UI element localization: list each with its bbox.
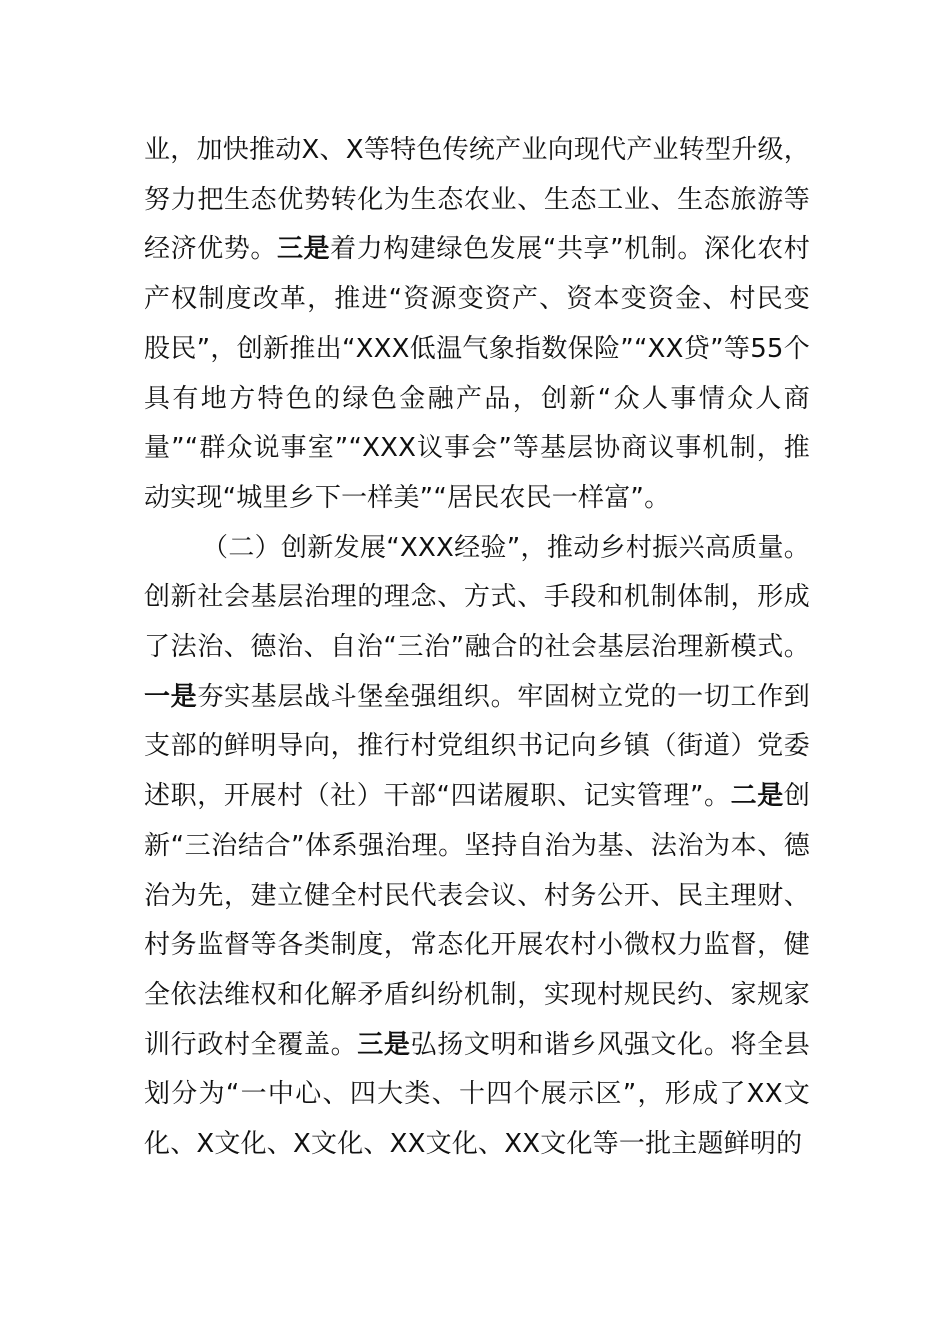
bold-lead-phrase: 三是	[276, 234, 331, 265]
body-text	[144, 126, 810, 1170]
text-run: 创新“三治结合”体系强治理。坚持自治为基、法治为本、德治为先，建立健全村民代表会议、村务公开、民主理财、村务监督等各类制度，常态化开展农村小微权力监督，健全依法维权和化解矛盾纠纷机制，实现村规民约、家规家训行政村全覆盖。	[144, 781, 811, 1060]
bold-lead-phrase: 一是	[144, 681, 198, 712]
section-heading-run: （二）创新发展“XXX经验”，推动乡村振兴高质量。创新社会基层治理的理念、方式、手段和机制体制，形成了法治、德治、自治“三治”融合的社会基层治理新模式。	[144, 532, 810, 663]
bold-lead-phrase: 三是	[357, 1029, 411, 1060]
text-run: 夯实基层战斗堡垒强组织。牢固树立党的一切工作到支部的鲜明导向，推行村党组织书记向乡镇（街道）党委述职，开展村（社）干部“四诺履职、记实管理”。	[144, 681, 810, 812]
paragraph-1	[144, 126, 810, 524]
text-run: 弘扬文明和谐乡风强文化。将全县划分为“一中心、四大类、十四个展示区”，形成了XX文化、X文化、X文化、XX文化、XX文化等一批主题鲜明的	[144, 1029, 810, 1160]
paragraph-2	[144, 524, 810, 1170]
text-run: 业，加快推动X、X等特色传统产业向现代产业转型升级，努力把生态优势转化为生态农业、生态工业、生态旅游等经济优势。	[144, 135, 810, 265]
text-run: 着力构建绿色发展“共享”机制。深化农村产权制度改革，推进“资源变资产、资本变资金、村民变股民”，创新推出“XXX低温气象指数保险”“XX贷”等55个具有地方特色的绿色金融产品，创新“众人事情众人商量”“群众说事室”“XXX议事会”等基层协商议事机制，推动实现“城里乡下一样美”“居民农民一样富”。	[144, 234, 810, 513]
bold-lead-phrase: 二是	[730, 781, 784, 812]
